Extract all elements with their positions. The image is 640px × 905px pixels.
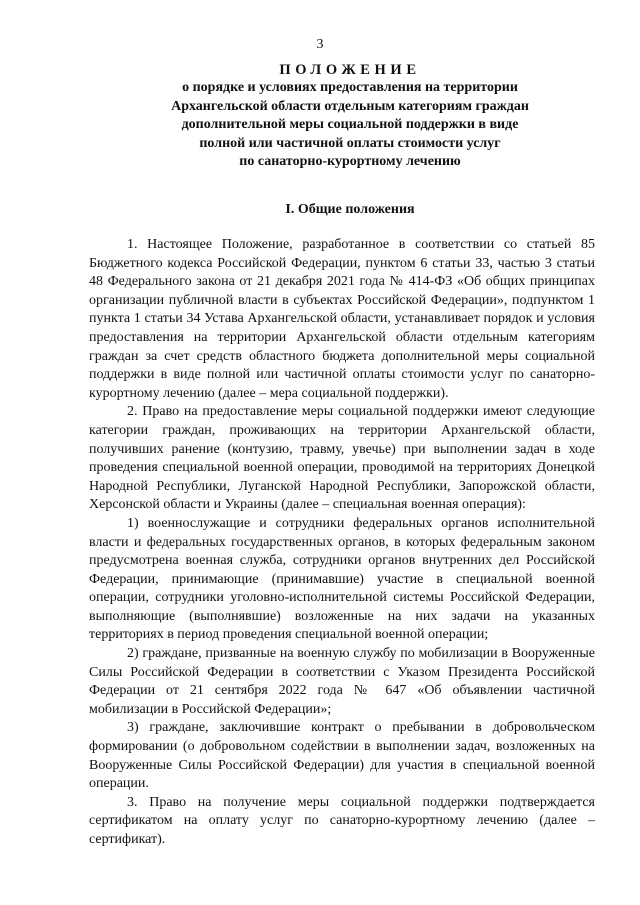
document-title: [80, 61, 620, 172]
list-item: 1) военнослужащие и сотрудники федеральных органов исполнительной власти и федеральных государственных органов, в которых федеральным законом предусмотрена военная служба, сотрудники органов внутренних дел Российской Федерации, принимающие (принимавшие) участие в специальной военной операции, сотрудники уголовно-исполнительной системы Российской Федерации, выполняющие (выполнявшие) возложенные на них задачи на указанных территориях в период проведения специальной военной операции;: [89, 515, 595, 643]
list-item: 3) граждане, заключившие контракт о пребывании в добровольческом формировании (о добровольном содействии в выполнении задач, возложенных на Вооруженные Силы Российской Федерации) для участия в специальной военной операции.: [89, 720, 595, 792]
section-heading: I. Общие положения: [285, 202, 415, 217]
document-subtitle-line: полной или частичной оплаты стоимости услуг: [199, 135, 501, 151]
paragraph: 1. Настоящее Положение, разработанное в соответствии со статьей 85 Бюджетного кодекса Российской Федерации, пунктом 6 статьи 33, частью 3 статьи 48 Федерального закона от 21 декабря 2021 года № 414-ФЗ «Об общих принципах организации публичной власти в субъектах Российской Федерации», подпунктом 1 пункта 1 статьи 34 Устава Архангельской области, устанавливает порядок и условия предоставления на территории Архангельской области отдельным категориям граждан за счет средств областного бюджета дополнительной меры социальной поддержки в виде полной или частичной оплаты стоимости услуг по санаторно-курортному лечению (далее – мера социальной поддержки).: [89, 237, 595, 401]
list-item: 2) граждане, призванные на военную службу по мобилизации в Вооруженные Силы Российской Федерации в соответствии с Указом Президента Российской Федерации от 21 сентября 2022 года № 647 «Об объявлении частичной мобилизации в Российской Федерации»;: [89, 646, 595, 717]
document-subtitle-line: о порядке и условиях предоставления на территории: [182, 80, 518, 95]
document-subtitle-line: по санаторно-курортному лечению: [239, 154, 461, 169]
document-heading: ПОЛОЖЕНИЕ: [279, 62, 421, 78]
paragraph: 3. Право на получение меры социальной поддержки подтверждается сертификатом на оплату услуг по санаторно-курортному лечению (далее – сертификат).: [89, 794, 595, 847]
document-subtitle-line: дополнительной меры социальной поддержки в виде: [181, 117, 519, 132]
document-body: [89, 236, 595, 850]
document-subtitle-line: Архангельской области отдельным категориям граждан: [171, 98, 529, 114]
paragraph: 2. Право на предоставление меры социальной поддержки имеют следующие категории граждан, проживающих на территории Архангельской области, получивших ранение (контузию, травму, увечье) при выполнении задач в ходе проведения специальной военной операции, проводимой на территориях Донецкой Народной Республики, Луганской Народной Республики, Запорожской области, Херсонской области и Украины (далее – специальная военная операция):: [89, 404, 595, 513]
page-number: 3: [316, 37, 324, 52]
